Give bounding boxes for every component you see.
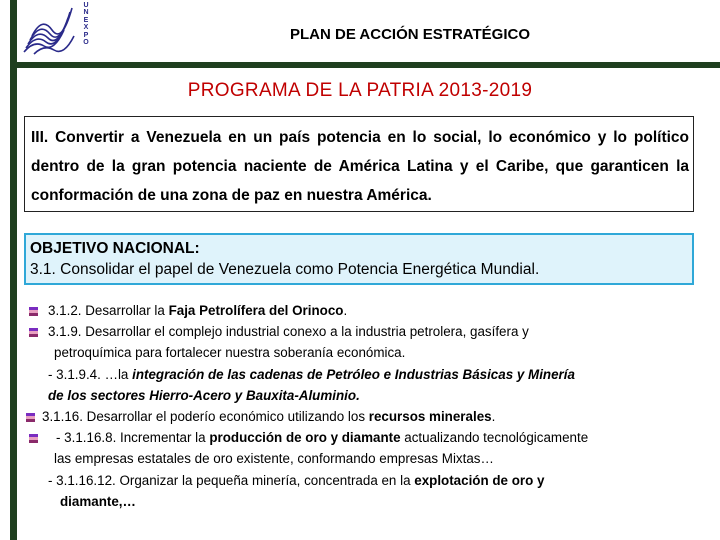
item-text: 3.1.9. Desarrollar el complejo industrial conexo a la industria petrolera, gasífera y bbox=[48, 324, 529, 340]
item-text: - 3.1.16.8. Incrementar la bbox=[56, 430, 210, 446]
item-emphasis: de los sectores Hierro-Acero y Bauxita-Aluminio. bbox=[48, 387, 360, 403]
list-item bbox=[24, 321, 704, 342]
logo-letter: E bbox=[83, 16, 89, 24]
list-item-continuation bbox=[24, 491, 704, 512]
logo-letter: N bbox=[83, 9, 89, 17]
action-list bbox=[24, 300, 704, 512]
logo-letter: X bbox=[83, 24, 89, 32]
list-item bbox=[24, 470, 704, 491]
national-objective-label: OBJETIVO NACIONAL: bbox=[30, 240, 200, 257]
item-emphasis: explotación de oro y bbox=[414, 472, 545, 488]
item-text: petroquímica para fortalecer nuestra soberanía económica. bbox=[54, 345, 406, 361]
logo-letter: O bbox=[83, 39, 89, 47]
item-text: . bbox=[343, 303, 348, 318]
bullet-icon bbox=[29, 307, 38, 316]
list-item bbox=[24, 406, 704, 427]
item-text: . bbox=[491, 409, 496, 425]
logo-letter: P bbox=[83, 31, 89, 39]
strategic-objective-box: III. Convertir a Venezuela en un país potencia en lo social, lo económico y lo político dentro de la gran potencia naciente de América Latina y el Caribe, que garanticen la conformación de una zona de paz en nuestra América. bbox=[24, 116, 694, 212]
list-item-continuation bbox=[24, 448, 704, 469]
item-emphasis: Faja Petrolífera del Orinoco bbox=[168, 303, 344, 318]
item-text: las empresas estatales de oro existente, conformando empresas Mixtas… bbox=[54, 451, 494, 467]
header-divider bbox=[10, 62, 720, 68]
national-objective-text: 3.1. Consolidar el papel de Venezuela como Potencia Energética Mundial. bbox=[30, 261, 540, 278]
header-title: PLAN DE ACCIÓN ESTRATÉGICO bbox=[289, 26, 530, 43]
item-text: - 3.1.16.12. Organizar la pequeña minería, concentrada en la bbox=[48, 472, 415, 488]
item-emphasis: integración de las cadenas de Petróleo e Industrias Básicas y Minería bbox=[132, 366, 575, 382]
item-emphasis: producción de oro y diamante bbox=[209, 430, 401, 446]
item-emphasis: diamante,… bbox=[60, 493, 136, 509]
bullet-icon bbox=[29, 328, 38, 337]
item-text: actualizando tecnológicamente bbox=[400, 430, 589, 446]
bullet-icon bbox=[26, 413, 35, 422]
list-item bbox=[24, 300, 704, 321]
national-objective-box bbox=[24, 233, 694, 285]
item-emphasis: recursos minerales bbox=[368, 409, 492, 425]
logo-letter: U bbox=[83, 2, 89, 9]
list-item-continuation bbox=[24, 385, 704, 406]
program-title: PROGRAMA DE LA PATRIA 2013-2019 bbox=[187, 80, 533, 101]
item-text: - 3.1.9.4. …la bbox=[48, 366, 133, 382]
list-item bbox=[24, 427, 704, 448]
item-text: 3.1.2. Desarrollar la bbox=[48, 303, 169, 318]
list-item-continuation bbox=[24, 342, 704, 363]
bullet-icon bbox=[29, 434, 38, 443]
list-item bbox=[24, 364, 704, 385]
item-text: 3.1.16. Desarrollar el poderío económico utilizando los bbox=[42, 409, 369, 425]
